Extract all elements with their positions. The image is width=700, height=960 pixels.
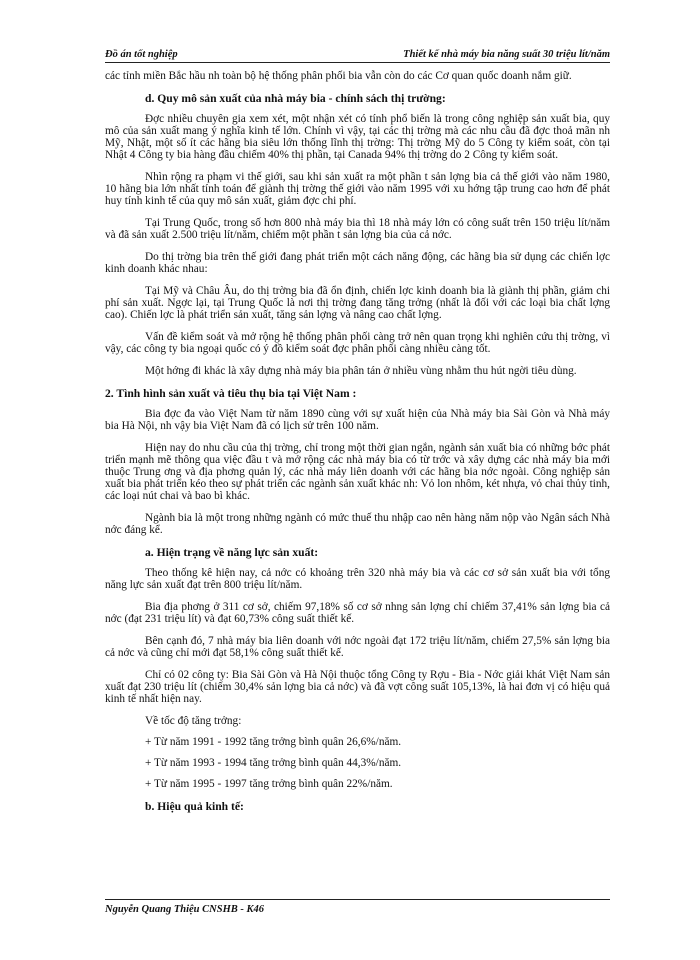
paragraph: Bia đợc đa vào Việt Nam từ năm 1890 cùng với sự xuất hiện của Nhà máy bia Sài Gòn và Nhà máy bia Hà Nội, nh vậy bia Việt Nam đã có lịch sử trên 100 năm. [105,408,610,432]
paragraph: Bên cạnh đó, 7 nhà máy bia liên doanh với nớc ngoài đạt 172 triệu lít/năm, chiếm 27,5% sản lợng bia cả nớc và cũng chỉ mới đạt 58,1% công suất thiết kế. [105,635,610,659]
footer-author: Nguyễn Quang Thiệu CNSHB - K46 [105,904,264,915]
paragraph: Một hớng đi khác là xây dựng nhà máy bia phân tán ở nhiều vùng nhằm thu hút ngời tiêu dùng. [145,365,577,377]
paragraph: Đợc nhiều chuyên gia xem xét, một nhận xét có tính phổ biến là trong công nghiệp sản xuất bia, quy mô của sản xuất mang ý nghĩa kinh tế lớn. Chính vì vậy, tại các thị trờng mà các nhu cầu đã đợc thoả mãn nh Mỹ, Nhật, một số ít các hãng bia siêu lớn thống lĩnh thị trờng: Thị trờng Mỹ do 5 Công ty kiểm soát, còn tại Nhật 4 Công ty bia hàng đầu chiếm 40% thị phần, tại Canada 94% thị trờng do 2 Công ty kiểm soát. [105,113,610,161]
section-heading-a: a. Hiện trạng về năng lực sản xuất: [145,546,319,559]
page-header [105,44,610,63]
page-footer [105,899,610,915]
header-right-title: Thiết kế nhà máy bia năng suất 30 triệu lít/năm [403,49,610,60]
growth-bullet: + Từ năm 1995 - 1997 tăng trởng bình quân 22%/năm. [145,778,393,790]
document-body [105,70,610,814]
section-heading-d: d. Quy mô sản xuất của nhà máy bia - chính sách thị trường: [145,92,446,105]
paragraph: Tại Mỹ và Châu Âu, do thị trờng bia đã ổn định, chiến lợc kinh doanh bia là giành thị phần, giảm chi phí sản xuất. Ngợc lại, tại Trung Quốc là nơi thị trờng đang tăng trởng (nhất là đối với các loại bia chất lợng cao). Chiến lợc là phát triển sản xuất, tăng sản lợng và nâng cao chất lợng. [105,285,610,321]
paragraph-continued: các tỉnh miền Bắc hầu nh toàn bộ hệ thống phân phối bia vẫn còn do các Cơ quan quốc doanh nắm giữ. [105,70,572,82]
paragraph: Nhìn rộng ra phạm vi thế giới, sau khi sản xuất ra một phần t sản lợng bia cả thế giới vào năm 1980, 10 hãng bia lớn nhất tính toán để giành thị trờng thế giới vào năm 1995 với xu hớng tập trung cao hơn để phát huy tính kinh tế của quy mô sản xuất, giảm đợc chi phí. [105,171,610,207]
paragraph: Về tốc độ tăng trởng: [145,715,242,727]
paragraph: Ngành bia là một trong những ngành có mức thuế thu nhập cao nên hàng năm nộp vào Ngân sách Nhà nớc đáng kể. [105,512,610,536]
paragraph: Bia địa phơng ở 311 cơ sở, chiếm 97,18% số cơ sở nhng sản lợng chỉ chiếm 37,41% sản lợng bia cả nớc (đạt 231 triệu lít) và đạt 60,73% công suất thiết kế. [105,601,610,625]
paragraph: Theo thống kê hiện nay, cả nớc có khoảng trên 320 nhà máy bia và các cơ sở sản xuất bia với tổng năng lực sản xuất đạt trên 800 triệu lít/năm. [105,567,610,591]
paragraph: Hiện nay do nhu cầu của thị trờng, chỉ trong một thời gian ngắn, ngành sản xuất bia có những bớc phát triển mạnh mẽ thông qua việc đầu t và mở rộng các nhà máy bia có từ trớc và xây dựng các nhà máy bia mới thuộc Trung ơng và địa phơng quản lý, các nhà máy liên doanh với các hãng bia nớc ngoài. Công nghiệp sản xuất bia phát triển kéo theo sự phát triển các ngành sản xuất khác nh: Vỏ lon nhôm, két nhựa, vỏ chai thủy tinh, các loại nút chai và bao bì khác. [105,442,610,502]
paragraph: Vấn đề kiểm soát và mở rộng hệ thống phân phối càng trở nên quan trọng khi nghiên cứu thị trờng, vì vậy, các công ty bia ngoại quốc có ý đồ kiểm soát đợc phân phối càng nhiều càng tốt. [105,331,610,355]
growth-bullet: + Từ năm 1993 - 1994 tăng trởng bình quân 44,3%/năm. [145,757,402,769]
header-left-title: Đồ án tốt nghiệp [105,49,178,60]
growth-bullet: + Từ năm 1991 - 1992 tăng trởng bình quân 26,6%/năm. [145,736,402,748]
paragraph: Tại Trung Quốc, trong số hơn 800 nhà máy bia thì 18 nhà máy lớn có công suất trên 150 triệu lít/năm và đã sản xuất 2.500 triệu lít/năm, chiếm một phần t sản lợng bia của cả nớc. [105,217,610,241]
section-heading-2: 2. Tình hình sản xuất và tiêu thụ bia tại Việt Nam : [105,387,357,400]
paragraph: Chỉ có 02 công ty: Bia Sài Gòn và Hà Nội thuộc tổng Công ty Rợu - Bia - Nớc giải khát Việt Nam sản xuất đạt 230 triệu lít (chiếm 30,4% sản lợng bia cả nớc) và đã vợt công suất 105,13%, là hai đơn vị có hiệu quả kinh tế nhất hiện nay. [105,669,610,705]
section-heading-b: b. Hiệu quả kinh tế: [145,800,244,813]
paragraph: Do thị trờng bia trên thế giới đang phát triển một cách năng động, các hãng bia sử dụng các chiến lợc kinh doanh khác nhau: [105,251,610,275]
